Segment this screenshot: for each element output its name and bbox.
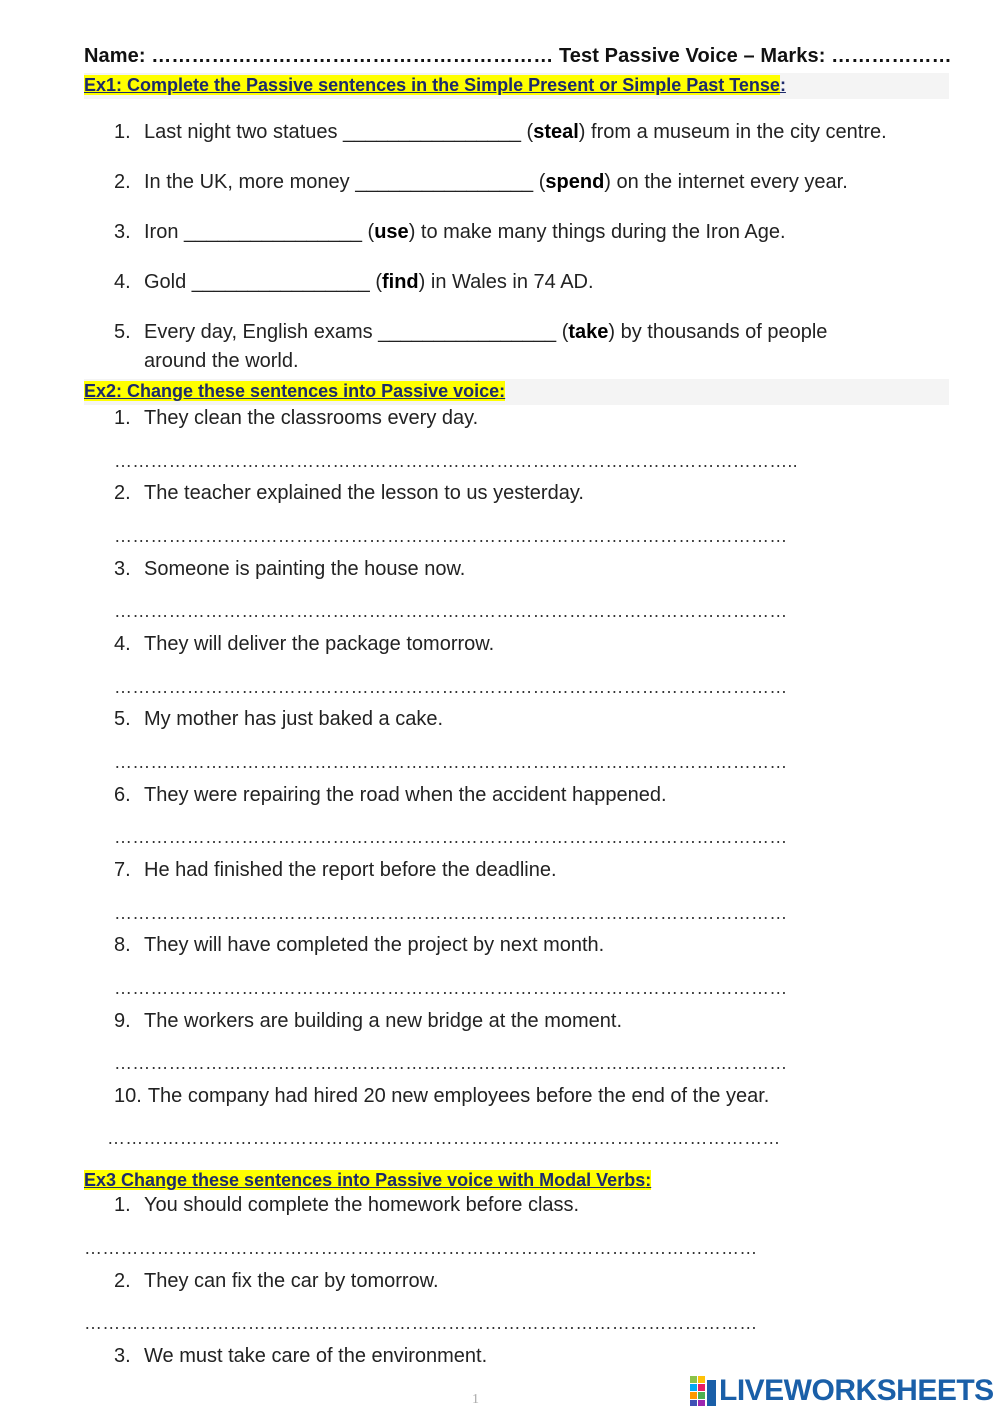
ex2-item-7	[114, 859, 557, 882]
ex2-answer-line-7[interactable]: …………………………………………………………………………………………………	[114, 903, 788, 923]
item-text: He had finished the report before the deadline.	[144, 859, 557, 881]
item-text: My mother has just baked a cake.	[144, 708, 444, 730]
liveworksheets-logo-text: LIVEWORKSHEETS	[719, 1374, 994, 1407]
ex2-answer-line-6[interactable]: …………………………………………………………………………………………………	[114, 827, 788, 847]
ex3-answer-line-1[interactable]: …………………………………………………………………………………………………	[84, 1238, 758, 1258]
item-text: ) from a museum in the city centre.	[578, 121, 887, 143]
ex2-item-10	[114, 1085, 769, 1108]
item-text: They can fix the car by tomorrow.	[144, 1270, 439, 1292]
ex2-item-6	[114, 784, 667, 807]
item-text: ) to make many things during the Iron Age.	[408, 221, 786, 243]
item-number: 3.	[114, 1345, 131, 1367]
ex1-title	[84, 75, 786, 96]
item-number: 10.	[114, 1085, 142, 1107]
item-text: The company had hired 20 new employees before the end of the year.	[147, 1085, 770, 1107]
ex2-item-3	[114, 558, 465, 581]
ex2-answer-line-10[interactable]: …………………………………………………………………………………………………	[107, 1128, 781, 1148]
ex2-item-2	[114, 482, 584, 505]
ex3-title-text: Ex3 Change these sentences into Passive voice with Modal Verbs	[84, 1170, 646, 1190]
ex2-answer-line-2[interactable]: …………………………………………………………………………………………………	[114, 526, 788, 546]
item-text: ) in Wales in 74 AD.	[418, 271, 594, 293]
item-number: 8.	[114, 934, 131, 956]
item-text: Last night two statues ________________ (	[144, 121, 534, 143]
item-number: 6.	[114, 784, 131, 806]
item-number: 3.	[114, 221, 131, 243]
item-number: 2.	[114, 1270, 131, 1292]
ex3-answer-line-2[interactable]: …………………………………………………………………………………………………	[84, 1313, 758, 1333]
item-number: 5.	[114, 708, 131, 730]
ex2-answer-line-1[interactable]: …………………………………………………………………………………………………..	[114, 451, 798, 471]
item-text: They will deliver the package tomorrow.	[144, 633, 495, 655]
ex1-item-3	[114, 221, 786, 244]
ex1-title-colon: :	[779, 75, 786, 95]
ex1-item-5	[114, 321, 827, 344]
ex2-answer-line-5[interactable]: …………………………………………………………………………………………………	[114, 752, 788, 772]
item-number: 9.	[114, 1010, 131, 1032]
item-text: Iron ________________ (	[144, 221, 375, 243]
ex2-item-9	[114, 1010, 622, 1033]
ex1-title-text: Ex1: Complete the Passive sentences in the Simple Present or Simple Past Tense	[84, 75, 780, 95]
ex1-item-1	[114, 121, 887, 144]
item-text: The teacher explained the lesson to us yesterday.	[144, 482, 584, 504]
item-number: 5.	[114, 321, 131, 343]
ex3-item-1	[114, 1194, 579, 1217]
item-verb: spend	[545, 171, 605, 193]
ex3-item-2	[114, 1270, 439, 1293]
item-verb: use	[374, 221, 409, 243]
item-text: The workers are building a new bridge at the moment.	[144, 1010, 623, 1032]
item-text: ) on the internet every year.	[604, 171, 848, 193]
item-number: 3.	[114, 558, 131, 580]
item-verb: steal	[533, 121, 579, 143]
item-text: They will have completed the project by next month.	[144, 934, 605, 956]
item-text: In the UK, more money ________________ (	[144, 171, 546, 193]
item-text: You should complete the homework before class.	[144, 1194, 580, 1216]
ex2-item-8	[114, 934, 604, 957]
item-verb: take	[568, 321, 609, 343]
ex2-item-1	[114, 407, 478, 430]
ex3-item-3	[114, 1345, 487, 1368]
ex1-item-4	[114, 271, 594, 294]
ex2-item-5	[114, 708, 443, 731]
ex2-answer-line-4[interactable]: …………………………………………………………………………………………………	[114, 677, 788, 697]
item-text: They were repairing the road when the accident happened.	[144, 784, 667, 806]
item-number: 4.	[114, 271, 131, 293]
item-text: They clean the classrooms every day.	[144, 407, 479, 429]
item-text: Every day, English exams ________________ (	[144, 321, 569, 343]
item-number: 1.	[114, 1194, 131, 1216]
item-number: 4.	[114, 633, 131, 655]
ex2-answer-line-9[interactable]: …………………………………………………………………………………………………	[114, 1053, 788, 1073]
item-text: Someone is painting the house now.	[144, 558, 466, 580]
page-number: 1	[472, 1392, 479, 1407]
item-text: ) by thousands of people	[608, 321, 828, 343]
ex1-item-5-continued: around the world.	[144, 350, 299, 372]
ex3-title	[84, 1170, 651, 1191]
item-number: 2.	[114, 482, 131, 504]
ex2-title	[84, 381, 505, 402]
header-line: Name: …………………………………………………… Test Passive Voice – Marks: ………………	[84, 45, 952, 67]
ex2-item-4	[114, 633, 494, 656]
item-number: 1.	[114, 407, 131, 429]
item-number: 7.	[114, 859, 131, 881]
liveworksheets-logo[interactable]	[690, 1374, 994, 1408]
ex2-title-text: Ex2: Change these sentences into Passive voice:	[84, 381, 506, 401]
ex3-title-colon: :	[645, 1170, 652, 1190]
item-text: Gold ________________ (	[144, 271, 382, 293]
item-number: 1.	[114, 121, 131, 143]
liveworksheets-logo-icon	[690, 1376, 716, 1406]
ex2-answer-line-8[interactable]: …………………………………………………………………………………………………	[114, 978, 788, 998]
item-number: 2.	[114, 171, 131, 193]
ex2-answer-line-3[interactable]: …………………………………………………………………………………………………	[114, 601, 788, 621]
ex1-item-2	[114, 171, 848, 194]
item-verb: find	[382, 271, 419, 293]
item-text: We must take care of the environment.	[144, 1345, 488, 1367]
